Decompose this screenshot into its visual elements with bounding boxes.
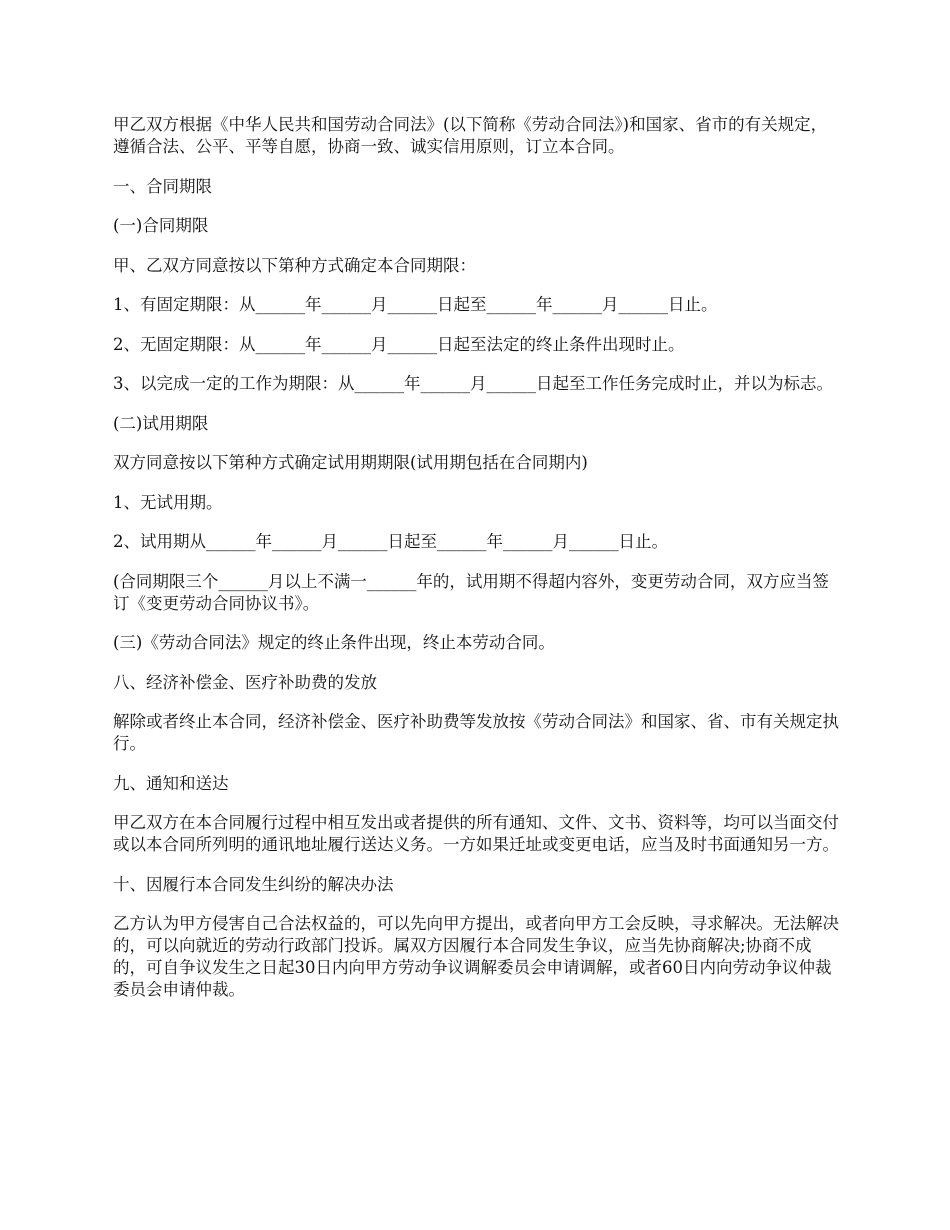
task-term-option: 3、以完成一定的工作为期限：从______年______月______日起至工作任务完成时止，并以为标志。 (113, 374, 833, 393)
no-probation-option: 1、无试用期。 (113, 492, 223, 512)
subsection-heading-probation: (二)试用期限 (113, 413, 209, 433)
section-heading-dispute: 十、因履行本合同发生纠纷的解决办法 (113, 874, 394, 894)
termination-conditions-paragraph: (三)《劳动合同法》规定的终止条件出现，终止本劳动合同。 (113, 633, 555, 652)
section-heading-contract-term: 一、合同期限 (113, 176, 212, 196)
section-heading-compensation: 八、经济补偿金、医疗补助费的发放 (113, 672, 377, 692)
probation-note-paragraph: (合同期限三个______月以上不满一______年的，试用期不得超内容外，变更劳动合同，双方应当签订《变更劳动合同协议书》。 (113, 571, 829, 613)
contract-term-method-paragraph: 甲、乙双方同意按以下第种方式确定本合同期限： (113, 255, 476, 275)
subsection-heading-contract-term: (一)合同期限 (113, 216, 209, 235)
section-heading-notice: 九、通知和送达 (113, 773, 229, 793)
dispute-paragraph: 乙方认为甲方侵害自己合法权益的，可以先向甲方提出，或者向甲方工会反映，寻求解决。无法解决的，可以向就近的劳动行政部门投诉。属双方因履行本合同发生争议，应当先协商解决;协商不成的，可自争议发生之日起30日内向甲方劳动争议调解委员会申请调解，或者60日内向劳动争议仲裁委员会申请仲裁。 (113, 914, 839, 999)
notice-paragraph: 甲乙双方在本合同履行过程中相互发出或者提供的所有通知、文件、文书、资料等，均可以当面交付或以本合同所列明的通讯地址履行送达义务。一方如果迁址或变更电话，应当及时书面通知另一方。 (113, 813, 839, 854)
fixed-term-option: 1、有固定期限：从______年______月______日起至______年______月______日止。 (113, 295, 718, 314)
open-term-option: 2、无固定期限：从______年______月______日起至法定的终止条件出现时止。 (113, 334, 685, 354)
compensation-paragraph: 解除或者终止本合同，经济补偿金、医疗补助费等发放按《劳动合同法》和国家、省、市有关规定执行。 (113, 712, 839, 753)
probation-period-option: 2、试用期从______年______月______日起至______年______月______日止。 (113, 532, 668, 551)
document-body (113, 114, 841, 1019)
probation-method-paragraph: 双方同意按以下第种方式确定试用期期限(试用期包括在合同期内) (113, 453, 588, 472)
intro-paragraph: 甲乙双方根据《中华人民共和国劳动合同法》(以下简称《劳动合同法》)和国家、省市的有关规定，遵循合法、公平、平等自愿，协商一致、诚实信用原则，订立本合同。 (113, 115, 828, 156)
